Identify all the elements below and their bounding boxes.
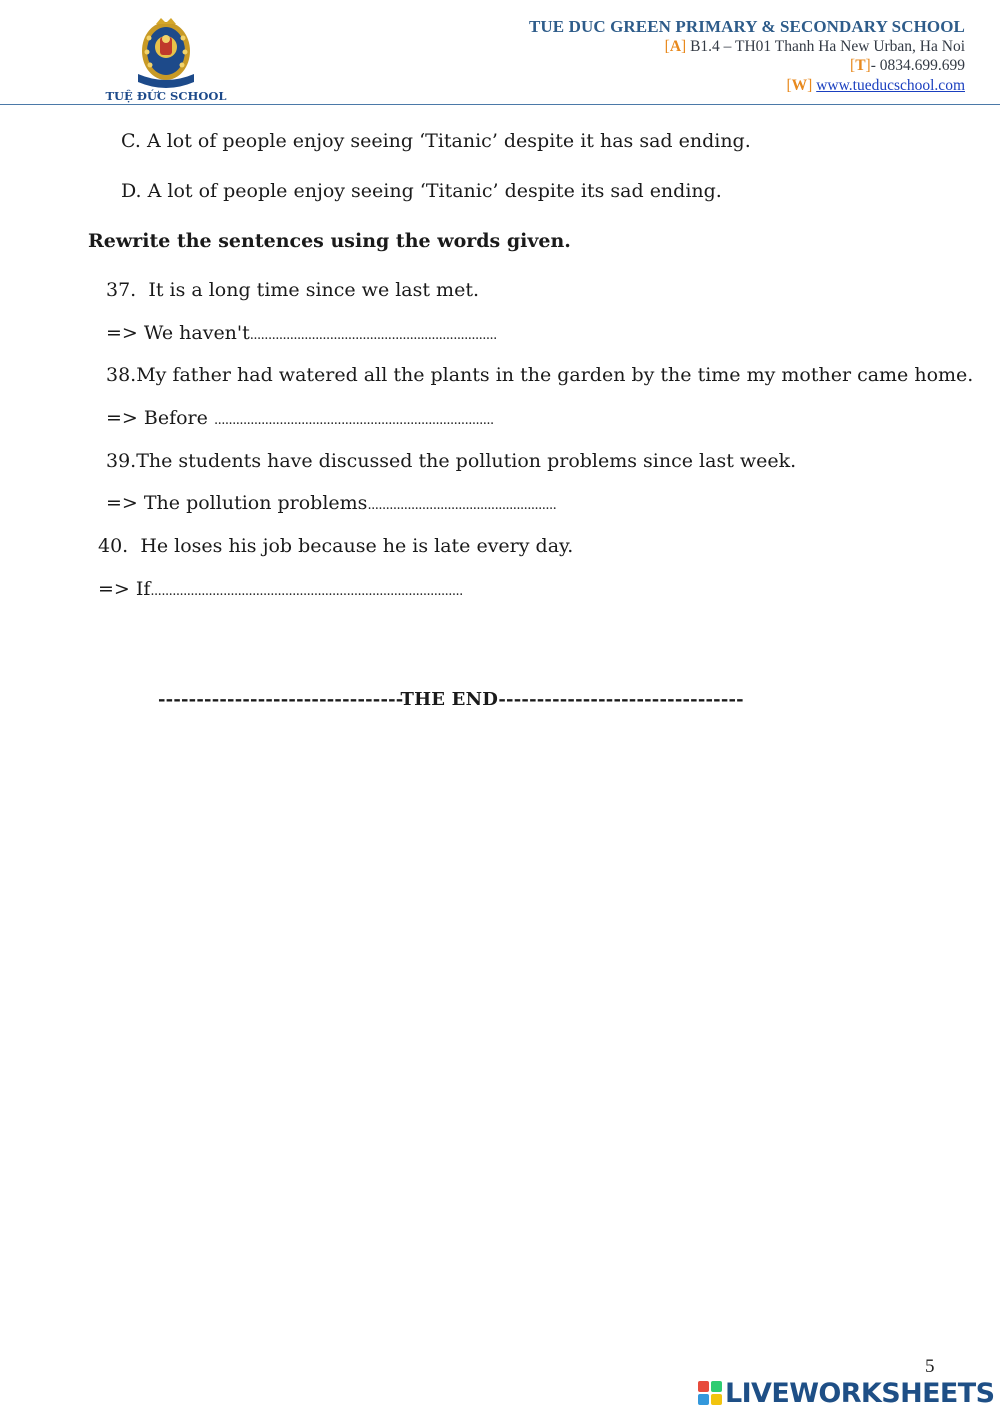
liveworksheets-watermark — [698, 1377, 994, 1409]
school-logo — [104, 18, 228, 104]
question-number: 40. — [98, 535, 129, 557]
page-number: 5 — [925, 1356, 935, 1377]
section-heading: Rewrite the sentences using the words given. — [88, 230, 571, 252]
phone-tag: [T] — [850, 57, 871, 74]
question-text: My father had watered all the plants in the garden by the time my mother came home. — [136, 364, 974, 386]
website-link[interactable]: www.tueducschool.com — [816, 76, 965, 94]
question-number: 37. — [106, 279, 137, 301]
address-line — [529, 37, 965, 57]
question-37 — [106, 279, 479, 301]
answer-blank[interactable]: .................................................................... — [249, 328, 497, 343]
address-tag: [A] — [664, 37, 687, 55]
answer-blank[interactable]: ...................................................................................... — [150, 584, 463, 599]
watermark-text: LIVEWORKSHEETS — [725, 1377, 995, 1409]
option-c: C. A lot of people enjoy seeing ‘Titanic’ despite it has sad ending. — [121, 130, 751, 152]
question-text: It is a long time since we last met. — [148, 279, 479, 301]
website-line — [529, 76, 965, 96]
answer-prefix: => We haven't — [106, 322, 250, 344]
answer-blank[interactable]: ............................................................................. — [213, 413, 494, 428]
school-name: TUE DUC GREEN PRIMARY & SECONDARY SCHOOL — [528, 17, 965, 36]
the-end-divider: --------------------------------THE END-------------------------------- — [158, 689, 744, 710]
question-38 — [106, 364, 973, 386]
question-text: He loses his job because he is late every day. — [140, 535, 574, 557]
answer-prefix: => Before — [106, 407, 214, 429]
answer-blank[interactable]: .................................................... — [367, 498, 557, 513]
question-39 — [106, 450, 796, 472]
answer-line-40[interactable] — [98, 578, 463, 600]
address-text: B1.4 – TH01 Thanh Ha New Urban, Ha Noi — [690, 37, 965, 55]
option-d: D. A lot of people enjoy seeing ‘Titanic’ despite its sad ending. — [121, 180, 722, 202]
answer-line-39[interactable] — [106, 492, 556, 514]
answer-line-38[interactable] — [106, 407, 494, 429]
liveworksheets-logo-icon — [698, 1381, 722, 1405]
question-number: 38. — [106, 364, 137, 386]
school-contact-block — [529, 17, 965, 95]
school-crest-icon — [104, 18, 228, 104]
question-number: 39. — [106, 450, 137, 472]
answer-prefix: => The pollution problems — [106, 492, 368, 514]
header-divider — [0, 104, 1000, 105]
question-40 — [98, 535, 573, 557]
answer-line-37[interactable] — [106, 322, 497, 344]
logo-wordmark: TUỆ ĐỨC SCHOOL — [105, 89, 227, 103]
website-tag: [W] — [786, 76, 813, 94]
question-text: The students have discussed the pollution problems since last week. — [136, 450, 797, 472]
phone-line — [529, 56, 965, 76]
phone-text: - 0834.699.699 — [870, 57, 965, 74]
answer-prefix: => If — [98, 578, 151, 600]
